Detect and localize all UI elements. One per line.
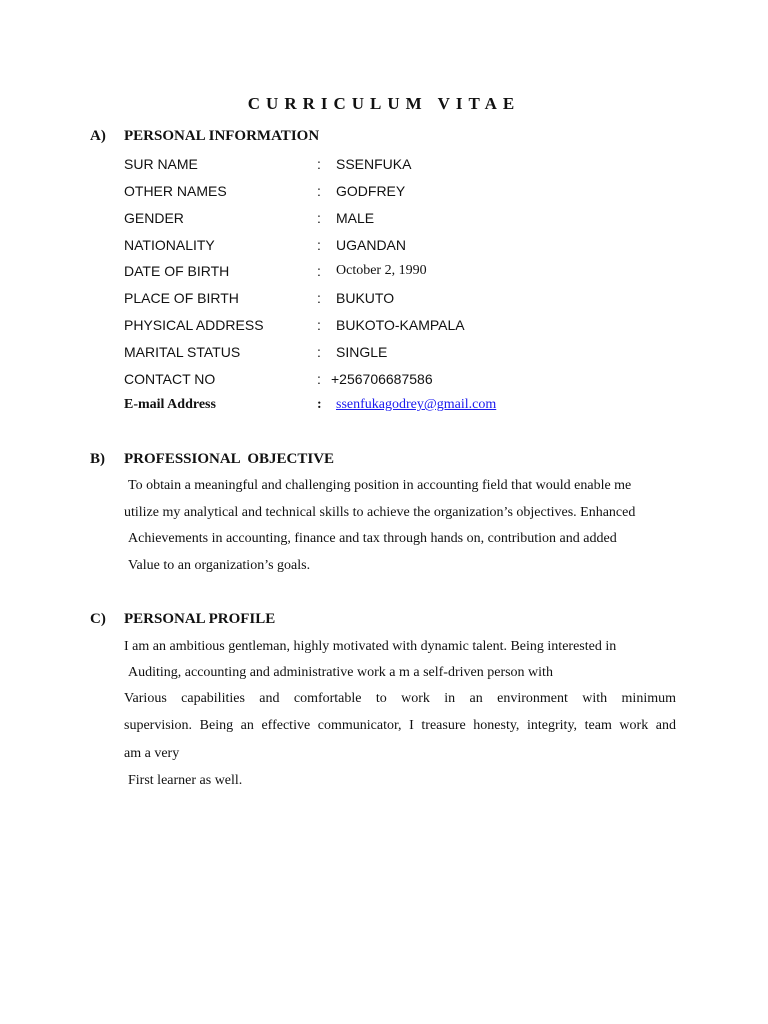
info-label: PLACE OF BIRTH [124, 290, 239, 306]
info-value: SSENFUKA [336, 156, 412, 172]
section-heading-personal-information [90, 128, 319, 145]
profile-line: Auditing, accounting and administrative work a m a self-driven person with [128, 665, 553, 680]
profile-line: First learner as well. [128, 773, 243, 788]
info-label: SUR NAME [124, 156, 198, 172]
info-label: OTHER NAMES [124, 183, 227, 199]
info-label: DATE OF BIRTH [124, 263, 230, 279]
document-title: CURRICULUM VITAE [247, 94, 521, 113]
profile-line: am a very [124, 746, 180, 761]
info-label: NATIONALITY [124, 237, 215, 253]
info-colon: : [317, 263, 321, 279]
info-label: PHYSICAL ADDRESS [124, 317, 264, 333]
info-row-date-of-birth [124, 263, 684, 283]
info-row-place-of-birth [124, 290, 684, 310]
profile-line: I am an ambitious gentleman, highly motivated with dynamic talent. Being interested in [124, 639, 617, 654]
info-row-marital-status [124, 344, 684, 364]
info-value: GODFREY [336, 183, 406, 199]
section-letter: C) [90, 611, 106, 627]
info-row-email [124, 397, 684, 417]
objective-line: Achievements in accounting, finance and tax through hands on, contribution and added [128, 531, 617, 546]
info-colon: : [317, 344, 321, 360]
section-letter: B) [90, 451, 105, 467]
info-label: CONTACT NO [124, 371, 216, 387]
objective-line: utilize my analytical and technical skills to achieve the organization’s objectives. Enhanced [124, 505, 636, 520]
info-value: SINGLE [336, 344, 388, 360]
section-title: PERSONAL PROFILE [124, 611, 276, 627]
section-heading-professional-objective [90, 451, 334, 468]
info-value: BUKOTO-KAMPALA [336, 317, 465, 333]
info-value: October 2, 1990 [336, 263, 427, 278]
profile-line: Various capabilities and comfortable to work in an environment with minimum [124, 691, 676, 706]
info-value: MALE [336, 210, 375, 226]
info-row-gender [124, 210, 684, 230]
objective-line: To obtain a meaningful and challenging position in accounting field that would enable me [128, 478, 632, 493]
info-colon: : [317, 397, 322, 412]
section-title: PERSONAL INFORMATION [124, 128, 320, 144]
info-colon: : [317, 183, 321, 199]
info-row-physical-address [124, 317, 684, 337]
section-letter: A) [90, 128, 106, 144]
info-row-contact-no [124, 371, 684, 391]
section-title: PROFESSIONAL OBJECTIVE [124, 451, 335, 467]
info-label: MARITAL STATUS [124, 344, 241, 360]
info-value: UGANDAN [336, 237, 407, 253]
info-colon: : [317, 371, 321, 387]
email-link[interactable]: ssenfukagodrey@gmail.com [336, 397, 497, 412]
info-colon: : [317, 210, 321, 226]
info-row-surname [124, 156, 684, 176]
info-colon: : [317, 237, 321, 253]
info-colon: : [317, 156, 321, 172]
info-label: GENDER [124, 210, 184, 226]
info-label: E-mail Address [124, 397, 216, 412]
info-colon: : [317, 317, 321, 333]
profile-line: supervision. Being an effective communicator, I treasure honesty, integrity, team work and [124, 718, 676, 733]
section-heading-personal-profile [90, 611, 275, 628]
objective-line: Value to an organization’s goals. [128, 558, 311, 573]
info-colon: : [317, 290, 321, 306]
info-value: +256706687586 [331, 371, 433, 387]
info-value: BUKUTO [336, 290, 395, 306]
info-row-nationality [124, 237, 684, 257]
info-row-other-names [124, 183, 684, 203]
